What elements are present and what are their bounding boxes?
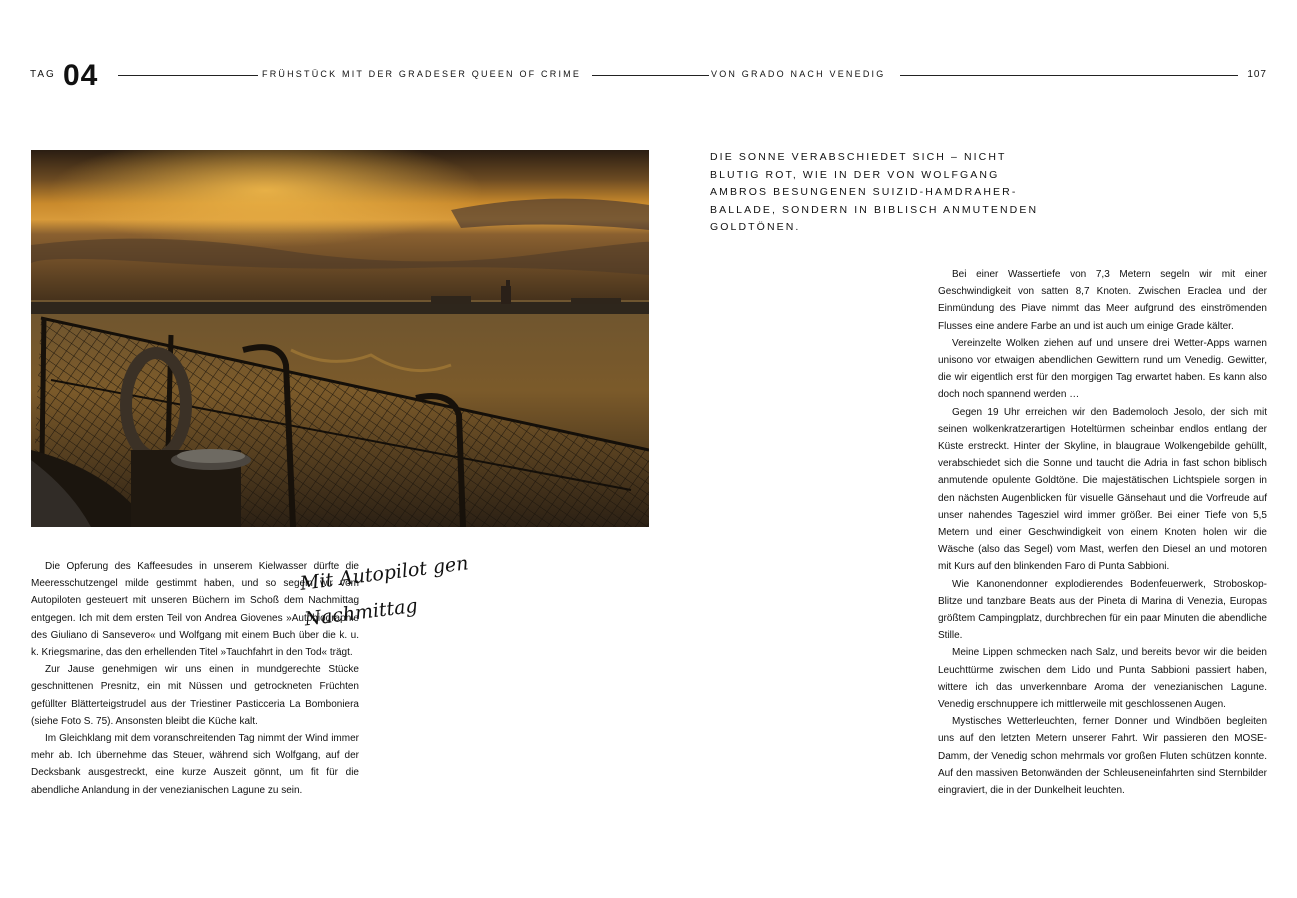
header-rule [118, 75, 258, 76]
paragraph: Wie Kanonendonner explodierendes Bodenfeuerwerk, Stroboskop-Blitze und tanzbare Beats aus der Pineta di Marina di Venezia, Europas größtem Campingplatz, durchbrechen für ein paar Minuten die abendliche Stille. [938, 578, 1267, 642]
photo-caption: DIE SONNE VERABSCHIEDET SICH – NICHT BLUTIG ROT, WIE IN DER VON WOLFGANG AMBROS BESUNGENEN SUIZID-HAMDRAHER-BALLADE, SONDERN IN BIBLISCH ANMUTENDEN GOLDTÖNEN. [710, 151, 1039, 233]
paragraph: Bei einer Wassertiefe von 7,3 Metern segeln wir mit einer Geschwindigkeit von satten 8,7 Knoten. Zwischen Eraclea und der Einmündung des Piave nimmt das Meer aufgrund des einströmenden Flusses eine andere Farbe an und ist auch um einige Grade kälter. [938, 269, 1267, 332]
left-text-column [31, 558, 359, 799]
page-number: 107 [1247, 69, 1267, 80]
header-chapter-title: FRÜHSTÜCK MIT DER GRADESER QUEEN OF CRIME [262, 69, 582, 79]
paragraph: Die Opferung des Kaffeesudes in unserem Kielwasser dürfte die Meeresschutzengel milde gestimmt haben, und so segeln wir vom Autopiloten gesteuert mit unseren Büchern im Schoß dem Nachmittag entgegen. Ich mit dem ersten Teil von Andrea Giovenes »Autobiographie des Giuliano di Sanseverо« und Wolfgang mit einem Buch über die k. u. k. Kriegsmarine, das den erhellenden Titel »Tauchfahrt in den Tod« trägt. [31, 561, 359, 659]
heading-line-2: Nachmittag [303, 594, 419, 631]
right-text-column [938, 266, 1267, 799]
header-route-title: VON GRADO NACH VENEDIG [711, 69, 886, 79]
tag-label: TAG [30, 69, 56, 80]
sunset-photo [31, 150, 649, 527]
day-number: 04 [63, 59, 99, 92]
paragraph: Im Gleichklang mit dem voranschreitenden Tag nimmt der Wind immer mehr ab. Ich übernehme das Steuer, während sich Wolfgang, auf der Decksbank ausgestreckt, eine kurze Auszeit gönnt, um fit für die abendliche Anlandung in der venezianischen Lagune zu sein. [31, 733, 359, 796]
paragraph: Zur Jause genehmigen wir uns einen in mundgerechte Stücke geschnittenen Presnitz, ein mit Nüssen und getrockneten Früchten gefüllter Blätterteigstrudel aus der Triestiner Pasticceria La Bomboniera (siehe Foto S. 75). Ansonsten bleibt die Küche kalt. [31, 664, 359, 727]
paragraph: Mystisches Wetterleuchten, ferner Donner und Windböen begleiten uns auf den letzten Metern unserer Fahrt. Wir passieren den MOSE-Damm, der Venedig schon mehrmals vor großen Fluten schützen konnte. Auf den massiven Betonwänden der Schleuseneinfahrten sind Sternbilder eingraviert, die in der Dunkelheit leuchten. [938, 716, 1267, 797]
paragraph: Vereinzelte Wolken ziehen auf und unsere drei Wetter-Apps warnen unisono vor etwaigen abendlichen Gewittern rund um Venedig. Gewitter, die wir eigentlich erst für den morgigen Tag erwartet haben. Es kann also doch noch spannend werden … [938, 337, 1267, 401]
paragraph: Gegen 19 Uhr erreichen wir den Bademoloch Jesolo, der sich mit seinen wolkenkratzerartigen Hoteltürmen scheinbar endlos entlang der Küste erstreckt. Hinter der Skyline, in blaugraue Wolkengebilde gehüllt, verabschiedet sich die Sonne und taucht die Adria in fast schon biblisch anmutende opulente Goldtöne. Die majestätischen Lichtspiele sorgen in den nächsten Augenblicken für visuelle Gänsehaut und die Vorfreude auf unser nahendes Tagesziel wird immer größer. Bei einer Tiefe von 5,5 Metern und einer Geschwindigkeit von einem Knoten holen wir die Wäsche (also das Segel) vom Mast, werfen den Diesel an und motoren mit Kurs auf den blinkenden Faro di Punta Sabbioni. [938, 406, 1267, 573]
heading-line-1: Mit Autopilot gen [298, 552, 470, 595]
running-header [30, 59, 1267, 92]
paragraph: Meine Lippen schmecken nach Salz, und bereits bevor wir die beiden Leuchttürme zwischen dem Lido und Punta Sabbioni passiert haben, wittere ich das unverkennbare Aroma der venezianischen Lagune. Venedig erschnuppere ich mittlerweile mit geschlossenen Augen. [938, 647, 1267, 711]
header-rule [900, 75, 1238, 76]
header-rule [592, 75, 709, 76]
